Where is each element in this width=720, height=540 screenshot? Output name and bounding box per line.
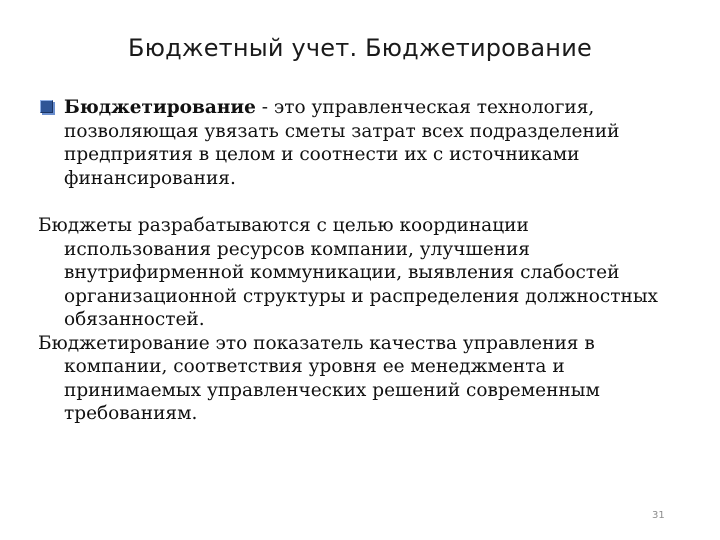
definition-term: Бюджетирование [64,97,256,118]
budgeting-quality-paragraph: Бюджетирование это показатель качества управления в компании, соответствия уровня ее менеджмента и принимаемых управленческих решений современным требованиям. [38,332,600,424]
page-number: 31 [652,510,665,521]
budget-purpose-paragraph: Бюджеты разрабатываются с целью координации использования ресурсов компании, улучшения внутрифирменной коммуникации, выявления слабостей организационной структуры и распределения должностных обязанностей. [38,215,658,330]
slide-title: Бюджетный учет. Бюджетирование [128,34,592,62]
square-bullet-icon [40,100,53,113]
slide-body [38,96,678,426]
paragraph-spacer [38,190,678,214]
definition-paragraph [38,96,678,190]
definition-text: - это управленческая технология, позволяющая увязать сметы затрат всех подразделений предприятия в целом и соотнести их с источниками финансирования. [64,97,620,189]
